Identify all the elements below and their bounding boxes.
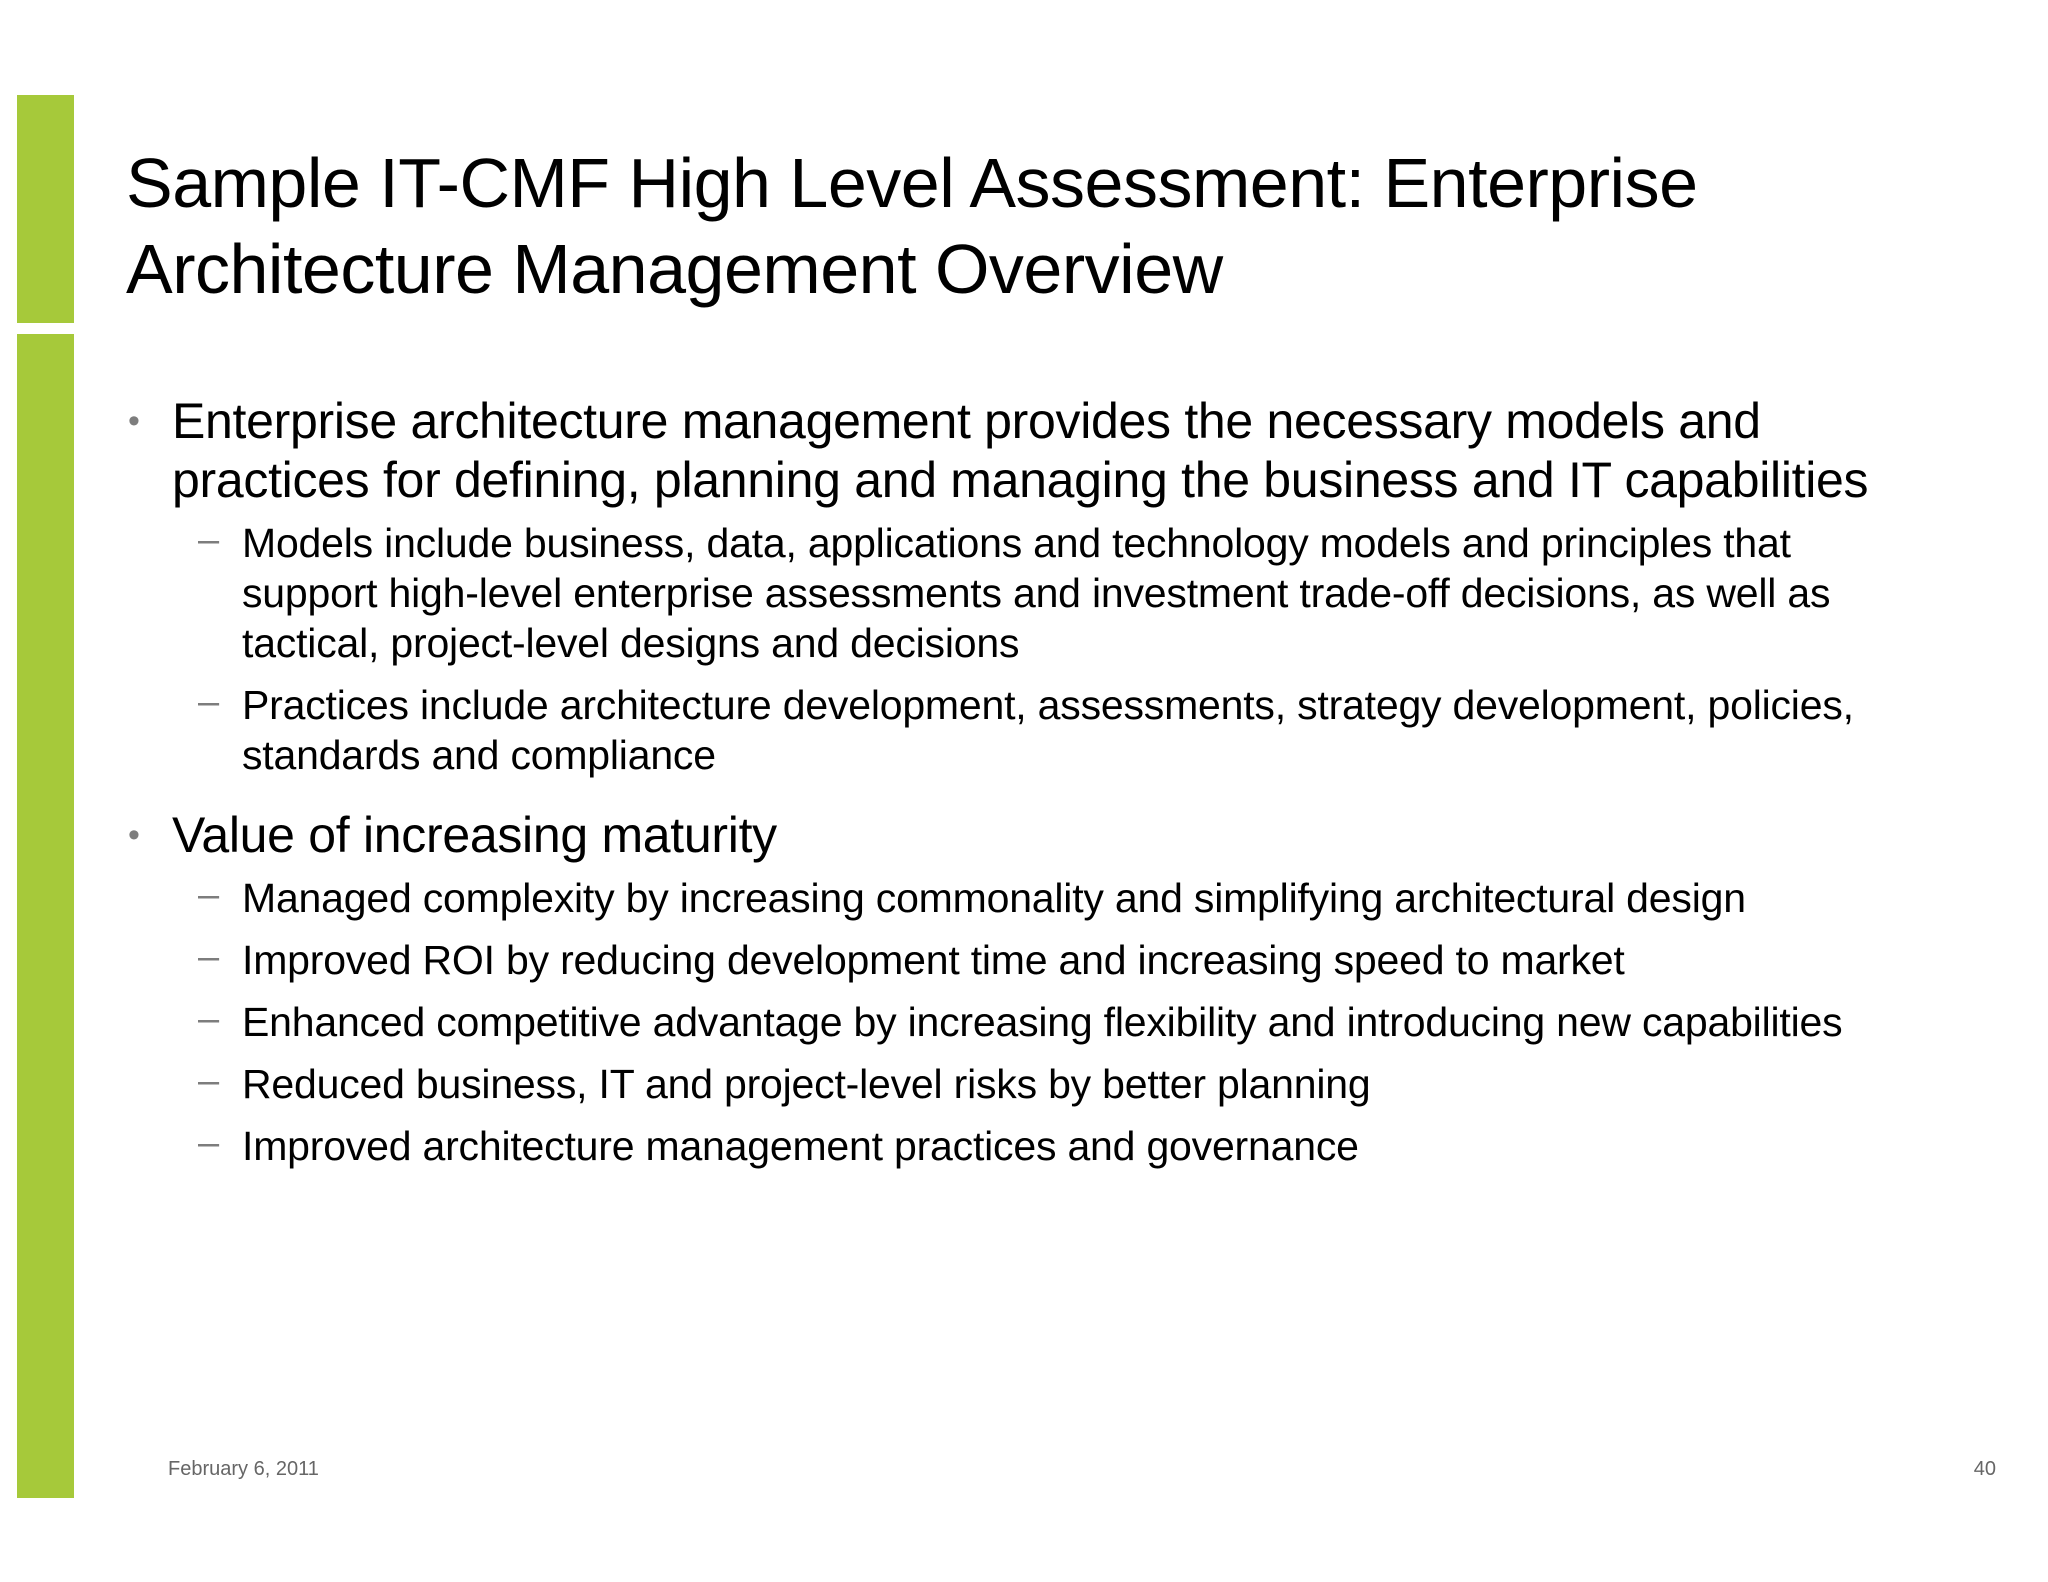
sub-bullet-text: Improved ROI by reducing development time and increasing speed to market	[242, 937, 1625, 983]
sub-bullet-text: Reduced business, IT and project-level risks by better planning	[242, 1061, 1371, 1107]
sub-bullet-item	[126, 935, 1926, 985]
bullet-item	[126, 392, 1926, 510]
bullet-text: Enterprise architecture management provides the necessary models and practices for defining, planning and managing the business and IT capabilities	[172, 393, 1869, 508]
page-number: 40	[1973, 1458, 1996, 1480]
accent-bar-bottom	[17, 334, 74, 1498]
slide-title: Sample IT-CMF High Level Assessment: Enterprise Architecture Management Overview	[126, 144, 1698, 308]
bullet-icon: •	[128, 816, 140, 854]
sub-bullet-item	[126, 680, 1926, 780]
dash-icon: –	[198, 1122, 219, 1164]
accent-bar-top	[17, 95, 74, 323]
footer-date: February 6, 2011	[168, 1458, 319, 1480]
sub-bullet-text: Managed complexity by increasing commonality and simplifying architectural design	[242, 875, 1746, 921]
sub-bullet-item	[126, 518, 1926, 668]
sub-bullet-text: Improved architecture management practices and governance	[242, 1123, 1359, 1169]
sub-bullet-text: Practices include architecture development, assessments, strategy development, policies, standards and compliance	[242, 682, 1854, 778]
bullet-icon: •	[128, 402, 140, 440]
bullet-item	[126, 806, 1926, 865]
dash-icon: –	[198, 874, 219, 916]
sub-bullet-item	[126, 1121, 1926, 1171]
dash-icon: –	[198, 681, 219, 723]
slide-content	[126, 392, 1926, 1183]
dash-icon: –	[198, 936, 219, 978]
dash-icon: –	[198, 998, 219, 1040]
sub-bullet-text: Models include business, data, applications and technology models and principles that support high-level enterprise assessments and investment trade-off decisions, as well as tactical, project-level designs and decisions	[242, 520, 1831, 666]
bullet-text: Value of increasing maturity	[172, 807, 777, 863]
sub-bullet-item	[126, 1059, 1926, 1109]
sub-bullet-text: Enhanced competitive advantage by increasing flexibility and introducing new capabilities	[242, 999, 1843, 1045]
sub-bullet-item	[126, 873, 1926, 923]
dash-icon: –	[198, 1060, 219, 1102]
sub-bullet-item	[126, 997, 1926, 1047]
dash-icon: –	[198, 519, 219, 561]
